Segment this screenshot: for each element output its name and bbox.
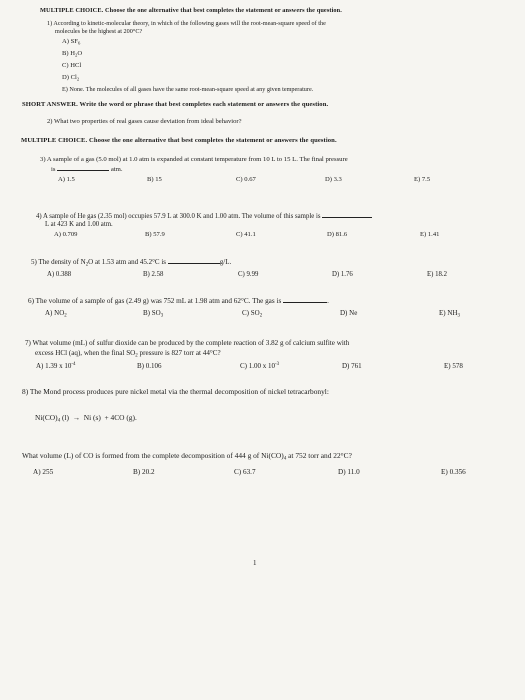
section-header-multiple-choice: MULTIPLE CHOICE. Choose the one alternative that best completes the statement or answers the question. (40, 7, 342, 14)
question-3-option-a: A) 1.5 (58, 176, 75, 183)
question-3-option-d: D) 3.3 (325, 176, 342, 183)
question-5-option-a: A) 0.388 (47, 271, 72, 278)
question-8-equation: $Ni(CO)_4$ (l) → Ni (s) + 4CO (g). (35, 413, 137, 424)
answer-blank (168, 257, 220, 264)
question-5-option-c: C) 9.99 (238, 271, 259, 278)
question-3-prefix: is (51, 166, 56, 173)
question-3-option-c: C) 0.67 (236, 176, 256, 183)
question-1-line-2: molecules be the highest at 200°C? (55, 28, 143, 35)
question-5-unit: g/L. (219, 258, 232, 266)
section-header-short-answer: SHORT ANSWER. Write the word or phrase that best completes each statement or answers the question. (22, 101, 329, 108)
question-8-option-d: D) 11.0 (338, 468, 360, 476)
question-6-text: 6) The volume of a sample of gas (2.49 g) was 752 mL at 1.98 atm and 62°C. The gas is (28, 297, 282, 305)
question-7-option-c: C) 1.00 x $10^{-3}$ (240, 362, 280, 370)
question-1-option-a: A) $SF_6$ (62, 38, 81, 46)
question-6-option-d: D) Ne (340, 309, 358, 317)
question-8-line-1: 8) The Mond process produces pure nickel metal via the thermal decomposition of nickel tetracarbonyl: (22, 387, 329, 396)
question-4-text: 4) A sample of He gas (2.35 mol) occupies 57.9 L at 300.0 K and 1.00 atm. The volume of this sample is (36, 213, 321, 220)
question-1-line-1: 1) According to kinetic-molecular theory, in which of the following gases will the root-mean-square speed of the (47, 20, 326, 27)
question-8-option-a: A) 255 (33, 468, 54, 476)
question-6-option-c: C) $SO_2$ (242, 309, 263, 319)
question-6-option-a: A) $NO_2$ (45, 309, 67, 319)
question-5-option-b: B) 2.58 (143, 271, 164, 278)
question-4-option-c: C) 41.1 (236, 231, 256, 238)
question-6-option-b: B) $SO_3$ (143, 309, 164, 319)
question-1-option-d: D) $Cl_2$ (62, 74, 80, 82)
question-7-line-1: 7) What volume (mL) of sulfur dioxide can be produced by the complete reaction of 3.82 g of calcium sulfite with (25, 339, 350, 347)
question-8-option-b: B) 20.2 (133, 468, 155, 476)
answer-blank (283, 296, 327, 303)
question-4-option-b: B) 57.9 (145, 231, 165, 238)
question-8-option-c: C) 63.7 (234, 468, 256, 476)
question-3-option-e: E) 7.5 (414, 176, 431, 183)
question-3-option-b: B) 15 (147, 176, 162, 183)
question-4-option-a: A) 0.709 (54, 231, 78, 238)
question-6-line-1: 6) The volume of a sample of gas (2.49 g) was 752 mL at 1.98 atm and 62°C. The gas is . (28, 297, 329, 305)
question-7-option-d: D) 761 (342, 362, 362, 370)
question-7-option-b: B) 0.106 (137, 362, 162, 370)
question-4-line-2: L at 423 K and 1.00 atm. (45, 221, 113, 228)
question-3-unit: atm. (110, 166, 123, 173)
question-8-question: What volume (L) of CO is formed from the complete decomposition of 444 g of $Ni(CO)_4$ at 752 torr and 22°C? (22, 451, 352, 462)
question-6-option-e: E) $NH_3$ (439, 309, 460, 319)
section-header-multiple-choice-2: MULTIPLE CHOICE. Choose the one alternative that best completes the statement or answers the question. (21, 137, 337, 144)
answer-blank (322, 211, 372, 218)
question-7-option-a: A) 1.39 x $10^{-4}$ (36, 362, 76, 370)
question-2-text: 2) What two properties of real gases cause deviation from ideal behavior? (47, 118, 242, 125)
answer-blank (57, 164, 109, 171)
question-7-line-2: excess HCl (aq), when the final $SO_2$ pressure is 827 torr at 44°C? (35, 349, 221, 359)
question-3-line-2 (51, 164, 123, 174)
page-number: 1 (253, 559, 257, 567)
question-5-line-1 (31, 257, 231, 267)
question-1-option-c: C) HCl (62, 62, 82, 69)
question-5-option-d: D) 1.76 (332, 271, 353, 278)
question-1-option-b: B) $H_2O$ (62, 50, 83, 58)
question-7-option-e: E) 578 (444, 362, 463, 370)
question-5-option-e: E) 18.2 (427, 271, 448, 278)
question-3-line-1: 3) A sample of a gas (5.0 mol) at 1.0 atm is expanded at constant temperature from 10 L to 15 L. The final pressure (40, 156, 348, 163)
question-8-option-e: E) 0.356 (441, 468, 466, 476)
question-4-option-e: E) 1.41 (420, 231, 440, 238)
question-5-text: 5) The density of $N_2O$ at 1.53 atm and 45.2°C is (31, 258, 167, 268)
question-1-option-e: E) None. The molecules of all gases have the same root-mean-square speed at any given temperature. (62, 86, 314, 93)
question-4-option-d: D) 81.6 (327, 231, 348, 238)
